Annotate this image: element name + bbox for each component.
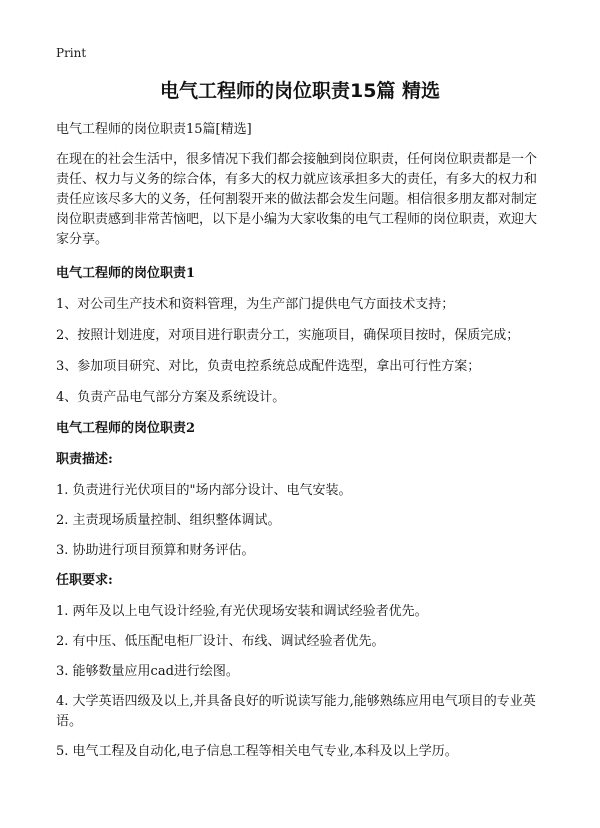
document-subtitle: 电气工程师的岗位职责15篇[精选]	[56, 122, 252, 137]
duty-item: 3. 协助进行项目预算和财务评估。	[56, 543, 255, 558]
section-1-item: 4、负责产品电气部分方案及系统设计。	[56, 390, 286, 405]
requirements-heading: 任职要求:	[56, 573, 113, 588]
intro-paragraph: 在现在的社会生活中，很多情况下我们都会接触到岗位职责，任何岗位职责都是一个责任、权力与义务的综合体，有多大的权力就应该承担多大的责任，有多大的权力和责任应该尽多大的义务，任何割裂开来的做法都会发生问题。相信很多朋友都对制定岗位职责感到非常苦恼吧，以下是小编为大家收集的电气工程师的岗位职责，欢迎大家分享。	[56, 152, 538, 247]
requirement-item: 1. 两年及以上电气设计经验,有光伏现场安装和调试经验者优先。	[56, 604, 428, 619]
duty-item: 2. 主责现场质量控制、组织整体调试。	[56, 513, 281, 528]
print-link[interactable]: Print	[56, 46, 87, 60]
document-body	[56, 120, 548, 772]
duty-item: 1. 负责进行光伏项目的"场内部分设计、电气安装。	[56, 483, 352, 498]
page-title: 电气工程师的岗位职责15篇 精选	[159, 80, 441, 102]
section-1-item: 2、按照计划进度，对项目进行职责分工，实施项目，确保项目按时，保质完成；	[56, 328, 520, 343]
duties-heading: 职责描述:	[56, 452, 113, 467]
section-2-heading: 电气工程师的岗位职责2	[56, 421, 196, 436]
requirement-item: 5. 电气工程及自动化,电子信息工程等相关电气专业,本科及以上学历。	[56, 744, 458, 759]
section-1-item: 3、参加项目研究、对比，负责电控系统总成配件选型，拿出可行性方案；	[56, 359, 481, 374]
section-1-heading: 电气工程师的岗位职责1	[56, 266, 196, 281]
section-1-item: 1、对公司生产技术和资料管理，为生产部门提供电气方面技术支持；	[56, 297, 455, 312]
requirement-item: 4. 大学英语四级及以上,并具备良好的听说读写能力,能够熟练应用电气项目的专业英语。	[56, 694, 536, 729]
requirement-item: 2. 有中压、低压配电柜厂设计、布线、调试经验者优先。	[56, 634, 385, 649]
requirement-item: 3. 能够数量应用cad进行绘图。	[56, 664, 239, 679]
